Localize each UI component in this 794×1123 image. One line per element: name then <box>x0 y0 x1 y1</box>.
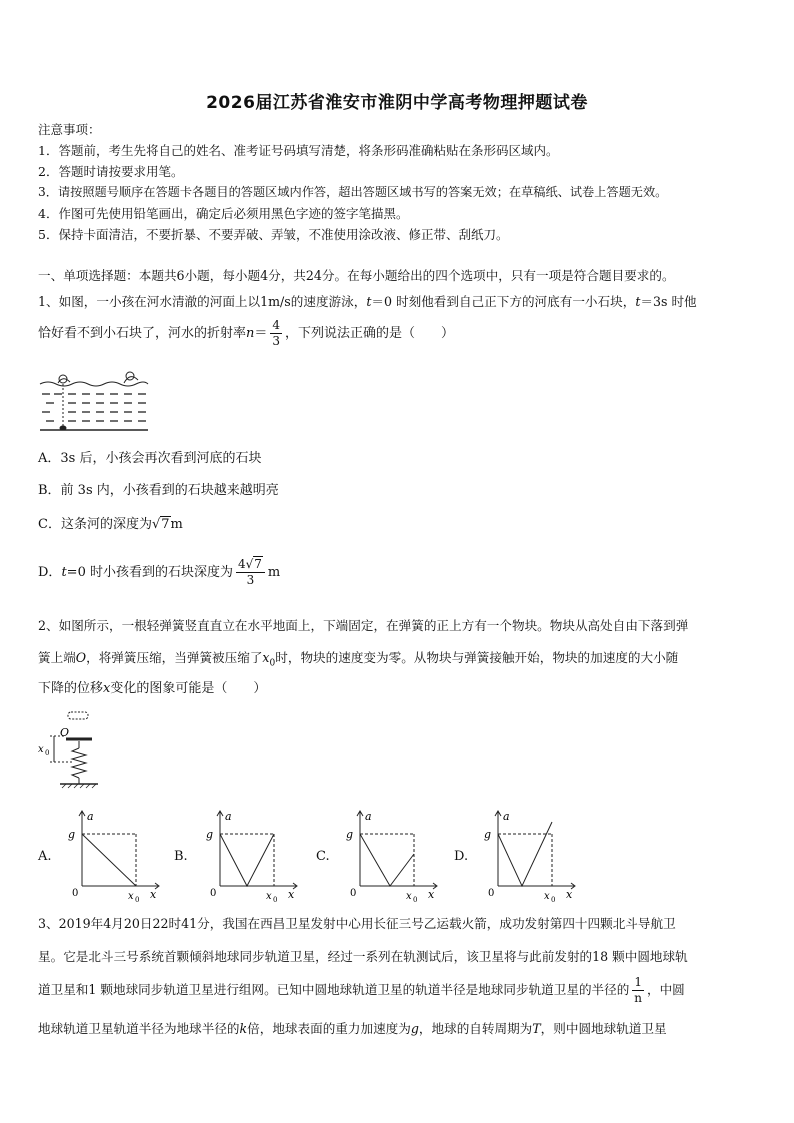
svg-text:x: x <box>266 891 272 902</box>
svg-text:x: x <box>428 888 435 901</box>
svg-text:x: x <box>406 891 412 902</box>
q2-option-a-label: A. <box>38 849 52 864</box>
svg-text:g: g <box>484 828 492 841</box>
note-item: 4．作图可先使用铅笔画出，确定后必须用黑色字迹的签字笔描黑。 <box>38 206 409 221</box>
q1-option-c: C．这条河的深度为√7m <box>38 517 183 532</box>
svg-text:a: a <box>87 810 94 823</box>
note-item: 3．请按照题号顺序在答题卡各题目的答题区域内作答，超出答题区域书写的答案无效；在草稿纸、试卷上答题无效。 <box>38 185 668 199</box>
q2-line1: 2、如图所示，一根轻弹簧竖直直立在水平地面上，下端固定，在弹簧的正上方有一个物块。物块从高处自由下落到弹 <box>38 618 689 633</box>
spring-figure <box>36 706 106 790</box>
graph-b <box>198 806 304 902</box>
svg-text:g: g <box>346 828 354 841</box>
q3-line1: 3、2019年4月20日22时41分，我国在西昌卫星发射中心用长征三号乙运载火箭，成功发射第四十四颗北斗导航卫 <box>38 916 676 931</box>
notes-heading: 注意事项： <box>38 122 101 137</box>
graph-a <box>60 806 166 902</box>
svg-text:x: x <box>566 888 573 901</box>
note-item: 2．答题时请按要求用笔。 <box>38 164 184 179</box>
note-item: 1．答题前，考生先将自己的姓名、准考证号码填写清楚，将条形码准确粘贴在条形码区域内。 <box>38 143 559 158</box>
q1-line2: 恰好看不到小石块了，河水的折射率n＝ $\frac{4}{3}$ ，下列说法正确的是（ ） <box>38 318 455 348</box>
page-title: 2026届江苏省淮安市淮阴中学高考物理押题试卷 <box>206 93 588 113</box>
q3-line3: 道卫星和1 颗地球同步轨道卫星进行组网。已知中圆地球轨道卫星的轨道半径是地球同步轨道卫星的半径的 $\frac{1}{n}$ ，中圆 <box>38 975 685 1005</box>
graph-c <box>338 806 444 902</box>
river-figure <box>38 370 150 436</box>
q2-option-d-label: D. <box>454 849 469 864</box>
q1-option-a: A．3s 后，小孩会再次看到河底的石块 <box>38 451 262 466</box>
svg-text:0: 0 <box>273 896 278 902</box>
q1-option-d: D．t=0 时小孩看到的石块深度为 $\frac{4√7}{3}$ m <box>38 557 281 587</box>
svg-text:x: x <box>150 888 157 901</box>
q3-line2: 星。它是北斗三号系统首颗倾斜地球同步轨道卫星，经过一系列在轨测试后，该卫星将与此前发射的18 颗中圆地球轨 <box>38 949 688 964</box>
svg-text:g: g <box>206 828 214 841</box>
svg-text:0: 0 <box>72 888 79 899</box>
svg-text:a: a <box>225 810 232 823</box>
q1-line1: 1、如图，一小孩在河水清澈的河面上以1m/s的速度游泳，t＝0 时刻他看到自己正下方的河底有一小石块，t＝3s 时他 <box>38 294 697 309</box>
svg-text:0: 0 <box>488 888 495 899</box>
q2-option-c-label: C. <box>316 849 330 864</box>
svg-text:x: x <box>544 891 550 902</box>
svg-text:a: a <box>365 810 372 823</box>
q2-line2: 簧上端O，将弹簧压缩，当弹簧被压缩了$x_0$时，物块的速度变为零。从物块与弹簧接触开始，物块的加速度的大小随 <box>38 650 679 669</box>
q2-option-b-label: B. <box>174 849 188 864</box>
fig-label-x-sub: 0 <box>45 749 50 757</box>
fraction: $\frac{4√7}{3}$ <box>236 557 265 588</box>
graph-d <box>476 806 582 902</box>
section-heading: 一、单项选择题：本题共6小题，每小题4分，共24分。在每小题给出的四个选项中，只有一项是符合题目要求的。 <box>38 268 675 283</box>
q1-option-b: B．前 3s 内，小孩看到的石块越来越明亮 <box>38 483 279 498</box>
q3-line4: 地球轨道卫星轨道半径为地球半径的k倍，地球表面的重力加速度为g，地球的自转周期为T，则中圆地球轨道卫星 <box>38 1021 667 1036</box>
note-item: 5．保持卡面清洁，不要折暴、不要弄破、弄皱，不准使用涂改液、修正带、刮纸刀。 <box>38 227 509 242</box>
q2-line3: 下降的位移x变化的图象可能是（ ） <box>38 681 267 696</box>
fig-label-x: x <box>38 744 44 755</box>
svg-text:g: g <box>68 828 76 841</box>
fraction: $\frac{4}{3}$ <box>272 318 281 348</box>
svg-text:0: 0 <box>551 896 556 902</box>
fraction: $\frac{1}{n}$ <box>634 975 643 1005</box>
svg-text:x: x <box>128 891 134 902</box>
svg-text:a: a <box>503 810 510 823</box>
fig-label-o: O <box>60 726 70 739</box>
svg-text:0: 0 <box>210 888 217 899</box>
svg-text:0: 0 <box>350 888 357 899</box>
svg-text:0: 0 <box>413 896 418 902</box>
svg-text:0: 0 <box>135 896 140 902</box>
svg-text:x: x <box>288 888 295 901</box>
